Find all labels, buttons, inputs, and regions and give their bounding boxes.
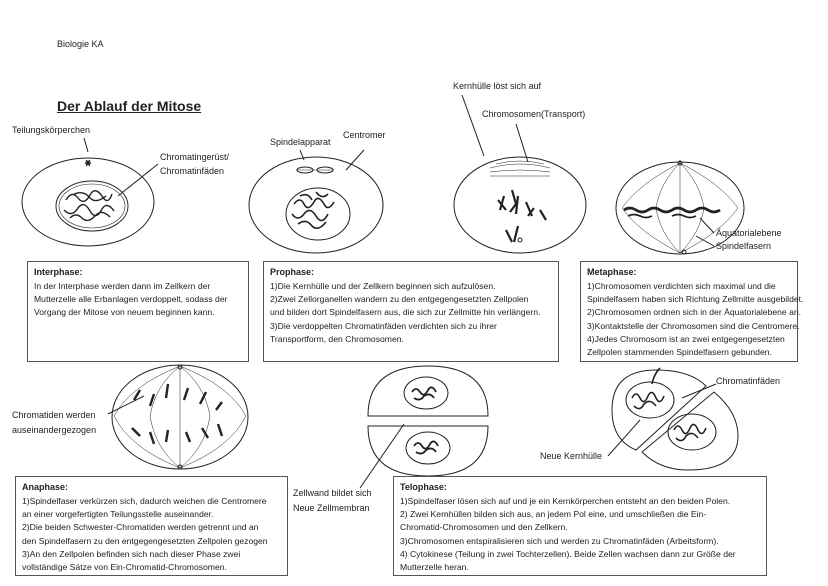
course-label: Biologie KA bbox=[57, 39, 104, 49]
prophase-line: und bilden dort Spindelfasern aus, die sich zur Zellmitte hin verlängern. bbox=[270, 307, 541, 318]
label-spindelfasern: Spindelfasern bbox=[716, 241, 772, 251]
metaphase-line: 4)Jedes Chromosom ist an zwei entgegengesetzten bbox=[587, 333, 785, 344]
metaphase-line: 2)Chromosomen ordnen sich in der Äquatorialebene an. bbox=[587, 307, 802, 318]
label-centromer: Centromer bbox=[343, 130, 386, 140]
interphase-line: Vorgang der Mitose von neuem beginnen kann. bbox=[34, 307, 215, 318]
telophase-line: Mutterzelle heran. bbox=[400, 562, 469, 573]
label-chromatin-2: Chromatinfäden bbox=[160, 166, 225, 176]
anaphase-title: Anaphase: bbox=[22, 482, 69, 492]
telophase-title: Telophase: bbox=[400, 482, 447, 492]
label-zellwand-1: Zellwand bildet sich bbox=[293, 488, 372, 498]
metaphase-line: 1)Chromosomen verdichten sich maximal und die bbox=[587, 281, 776, 291]
telophase-box bbox=[393, 476, 767, 576]
prophase-box bbox=[263, 261, 559, 362]
prometaphase-cell bbox=[454, 157, 586, 253]
label-neue-kernhuelle: Neue Kernhülle bbox=[540, 451, 603, 461]
interphase-title: Interphase: bbox=[34, 267, 83, 277]
telophase-cell bbox=[368, 366, 488, 476]
anaphase-cell bbox=[112, 365, 248, 469]
metaphase-line: 3)Kontaktstelle der Chromosomen sind die Centromere. bbox=[587, 320, 800, 331]
interphase-line: Mutterzelle alle Erbanlagen verdoppelt, sodass der bbox=[34, 294, 228, 305]
page-title: Der Ablauf der Mitose bbox=[57, 98, 202, 114]
telophase-line: 1)Spindelfaser lösen sich auf und je ein Kernkörperchen entsteht an den beiden Polen. bbox=[400, 496, 731, 506]
label-chromatiden-2: auseinandergezogen bbox=[12, 425, 97, 435]
telophase-line: 2) Zwei Kernhüllen bilden sich aus, an jedem Pol eine, und umschließen die Ein- bbox=[400, 509, 707, 520]
interphase-box bbox=[27, 261, 249, 362]
telophase-line: Chromatid-Chromosomen und den Zellkern. bbox=[400, 522, 568, 533]
anaphase-line: vollständige Sätze von Ein-Chromatid-Chromosomen. bbox=[22, 562, 227, 573]
prophase-cell bbox=[249, 157, 383, 253]
label-teilungskoerperchen: Teilungskörperchen bbox=[12, 125, 91, 135]
anaphase-box bbox=[15, 476, 288, 576]
interphase-line: In der Interphase werden dann im Zellkern der bbox=[34, 281, 211, 291]
telophase-line: 4) Cytokinese (Teilung in zwei Tochterzellen). Beide Zellen wachsen dann zur Größe der bbox=[400, 548, 736, 559]
metaphase-line: Zellpolen stammenden Spindelfasern gebunden. bbox=[587, 347, 772, 358]
label-chromatin-1: Chromatingerüst/ bbox=[160, 152, 230, 162]
label-zellwand-2: Neue Zellmembran bbox=[293, 503, 370, 513]
anaphase-line: 2)Die beiden Schwester-Chromatiden werden getrennt und an bbox=[22, 522, 259, 533]
anaphase-line: 3)An den Zellpolen befinden sich nach dieser Phase zwei bbox=[22, 548, 241, 559]
label-aequatorialebene: Äquatorialebene bbox=[716, 228, 782, 238]
interphase-cell bbox=[22, 158, 154, 246]
label-spindelapparat: Spindelapparat bbox=[270, 137, 331, 147]
metaphase-title: Metaphase: bbox=[587, 267, 637, 277]
anaphase-line: den Spindelfasern zu den entgegengesetzten Zellpolen gezogen bbox=[22, 535, 268, 546]
prophase-title: Prophase: bbox=[270, 267, 315, 277]
anaphase-line: 1)Spindelfaser verkürzen sich, dadurch weichen die Centromere bbox=[22, 496, 267, 506]
label-chromatiden-1: Chromatiden werden bbox=[12, 410, 96, 420]
label-kernhuelle: Kernhülle löst sich auf bbox=[453, 81, 542, 91]
telophase-line: 3)Chromosomen entspiralisieren sich und werden zu Chromatinfäden (Arbeitsform). bbox=[400, 535, 719, 546]
metaphase-box bbox=[580, 261, 804, 362]
prophase-line: 1)Die Kernhülle und der Zellkern beginnen sich aufzulösen. bbox=[270, 281, 496, 291]
prophase-line: Transportform, den Chromosomen. bbox=[270, 333, 404, 344]
prophase-line: 3)Die verdoppelten Chromatinfäden verdichten sich zu ihrer bbox=[270, 320, 497, 331]
prophase-line: 2)Zwei Zellorganellen wandern zu den entgegengesetzten Zellpolen bbox=[270, 294, 529, 305]
label-chromosomen-transport: Chromosomen(Transport) bbox=[482, 109, 586, 119]
anaphase-line: an einer vorgefertigten Teilungsstelle auseinander. bbox=[22, 509, 214, 520]
label-chromatinfaeden: Chromatinfäden bbox=[716, 376, 781, 386]
metaphase-line: Spindelfasern haben sich Richtung Zellmitte ausgebildet. bbox=[587, 294, 804, 305]
